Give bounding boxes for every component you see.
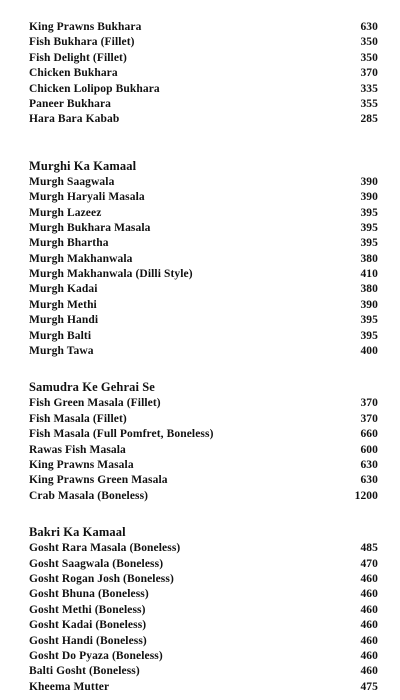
item-name: Gosht Rara Masala (Boneless) [29, 542, 181, 555]
item-name: King Prawns Bukhara [29, 21, 142, 33]
menu-item [0, 664, 400, 679]
section-title: Bakri Ka Kamaal [29, 525, 126, 540]
menu-item [0, 557, 400, 572]
item-price: 395 [360, 329, 378, 342]
menu-item [0, 221, 400, 236]
item-name: Gosht Do Pyaza (Boneless) [29, 649, 163, 662]
item-price: 400 [360, 345, 378, 358]
menu-item [0, 329, 400, 344]
item-price: 370 [360, 397, 378, 410]
item-name: Chicken Lolipop Bukhara [29, 82, 160, 95]
item-name: Chicken Bukhara [29, 67, 118, 80]
menu-item [0, 236, 400, 251]
item-price: 370 [360, 412, 378, 425]
item-price: 380 [360, 252, 378, 265]
item-name: Rawas Fish Masala [29, 443, 126, 456]
menu-item [0, 82, 400, 97]
item-price: 390 [360, 191, 378, 204]
item-name: Fish Masala (Fillet) [29, 412, 127, 425]
item-price: 380 [360, 283, 378, 296]
menu-item [0, 20, 400, 35]
menu-item [0, 680, 400, 695]
section-title: Murghi Ka Kamaal [29, 158, 137, 173]
item-price: 600 [360, 443, 378, 456]
item-price: 475 [360, 680, 378, 693]
item-price: 460 [360, 588, 378, 601]
menu-item [0, 443, 400, 458]
item-name: King Prawns Masala [29, 458, 134, 471]
section-spacer [0, 359, 400, 380]
item-price: 395 [360, 314, 378, 327]
section-spacer [0, 504, 400, 525]
menu-item [0, 66, 400, 81]
item-price: 395 [360, 237, 378, 250]
item-name: Kheema Mutter [29, 680, 110, 693]
menu-section-samudra [0, 380, 400, 504]
item-price: 485 [360, 542, 378, 555]
item-price: 410 [360, 268, 378, 281]
item-price: 630 [360, 474, 378, 487]
menu-item [0, 489, 400, 504]
item-name: Crab Masala (Boneless) [29, 489, 149, 502]
item-name: Murgh Bhartha [29, 237, 109, 250]
menu-item [0, 175, 400, 190]
menu-section-murghi [0, 159, 400, 360]
item-price: 390 [360, 298, 378, 311]
item-name: Murgh Lazeez [29, 206, 102, 219]
item-name: Gosht Handi (Boneless) [29, 634, 147, 647]
menu-item [0, 51, 400, 66]
menu-item [0, 649, 400, 664]
item-name: Gosht Saagwala (Boneless) [29, 557, 164, 570]
item-name: Gosht Rogan Josh (Boneless) [29, 572, 174, 585]
menu-item [0, 298, 400, 313]
item-price: 630 [360, 21, 378, 33]
item-name: Fish Green Masala (Fillet) [29, 397, 161, 410]
item-price: 460 [360, 665, 378, 678]
item-name: Fish Bukhara (Fillet) [29, 36, 135, 49]
menu-item [0, 458, 400, 473]
menu-section-bukhara [0, 20, 400, 128]
item-name: Murgh Makhanwala (Dilli Style) [29, 268, 193, 281]
item-price: 660 [360, 428, 378, 441]
item-name: Murgh Saagwala [29, 175, 115, 188]
menu-item [0, 603, 400, 618]
item-price: 355 [360, 97, 378, 110]
item-price: 460 [360, 634, 378, 647]
menu-item [0, 396, 400, 411]
item-name: Gosht Bhuna (Boneless) [29, 588, 149, 601]
item-price: 470 [360, 557, 378, 570]
item-price: 630 [360, 458, 378, 471]
item-price: 370 [360, 67, 378, 80]
item-name: Murgh Handi [29, 314, 99, 327]
menu-item [0, 618, 400, 633]
item-name: Murgh Bukhara Masala [29, 221, 151, 234]
section-spacer [0, 128, 400, 159]
item-name: Murgh Haryali Masala [29, 191, 145, 204]
menu-item [0, 473, 400, 488]
menu-item [0, 634, 400, 649]
item-name: Murgh Balti [29, 329, 92, 342]
menu-item [0, 112, 400, 127]
item-name: Murgh Methi [29, 298, 97, 311]
menu-item [0, 427, 400, 442]
item-price: 390 [360, 175, 378, 188]
menu-item [0, 572, 400, 587]
item-name: Balti Gosht (Boneless) [29, 665, 140, 678]
item-name: Murgh Makhanwala [29, 252, 133, 265]
item-name: Murgh Tawa [29, 345, 94, 358]
item-price: 350 [360, 36, 378, 49]
item-price: 285 [360, 113, 378, 126]
menu-item [0, 267, 400, 282]
menu-item [0, 252, 400, 267]
item-price: 350 [360, 51, 378, 64]
menu-item [0, 541, 400, 556]
item-price: 460 [360, 619, 378, 632]
section-title: Samudra Ke Gehrai Se [29, 380, 155, 395]
item-price: 1200 [354, 489, 378, 502]
menu-item [0, 35, 400, 50]
menu-item [0, 282, 400, 297]
item-price: 460 [360, 572, 378, 585]
item-name: Murgh Kadai [29, 283, 98, 296]
item-name: Hara Bara Kabab [29, 113, 120, 126]
item-price: 395 [360, 206, 378, 219]
item-name: Fish Masala (Full Pomfret, Boneless) [29, 428, 214, 441]
menu-item [0, 190, 400, 205]
menu-item [0, 313, 400, 328]
item-price: 335 [360, 82, 378, 95]
item-name: Fish Delight (Fillet) [29, 51, 127, 64]
item-name: Gosht Kadai (Boneless) [29, 619, 147, 632]
menu-item [0, 206, 400, 221]
menu-item [0, 412, 400, 427]
menu-item [0, 344, 400, 359]
menu-item [0, 97, 400, 112]
item-price: 460 [360, 603, 378, 616]
item-price: 460 [360, 649, 378, 662]
item-name: Paneer Bukhara [29, 97, 112, 110]
item-name: Gosht Methi (Boneless) [29, 603, 146, 616]
menu-item [0, 587, 400, 602]
item-price: 395 [360, 221, 378, 234]
item-name: King Prawns Green Masala [29, 474, 168, 487]
menu-section-bakri [0, 525, 400, 695]
